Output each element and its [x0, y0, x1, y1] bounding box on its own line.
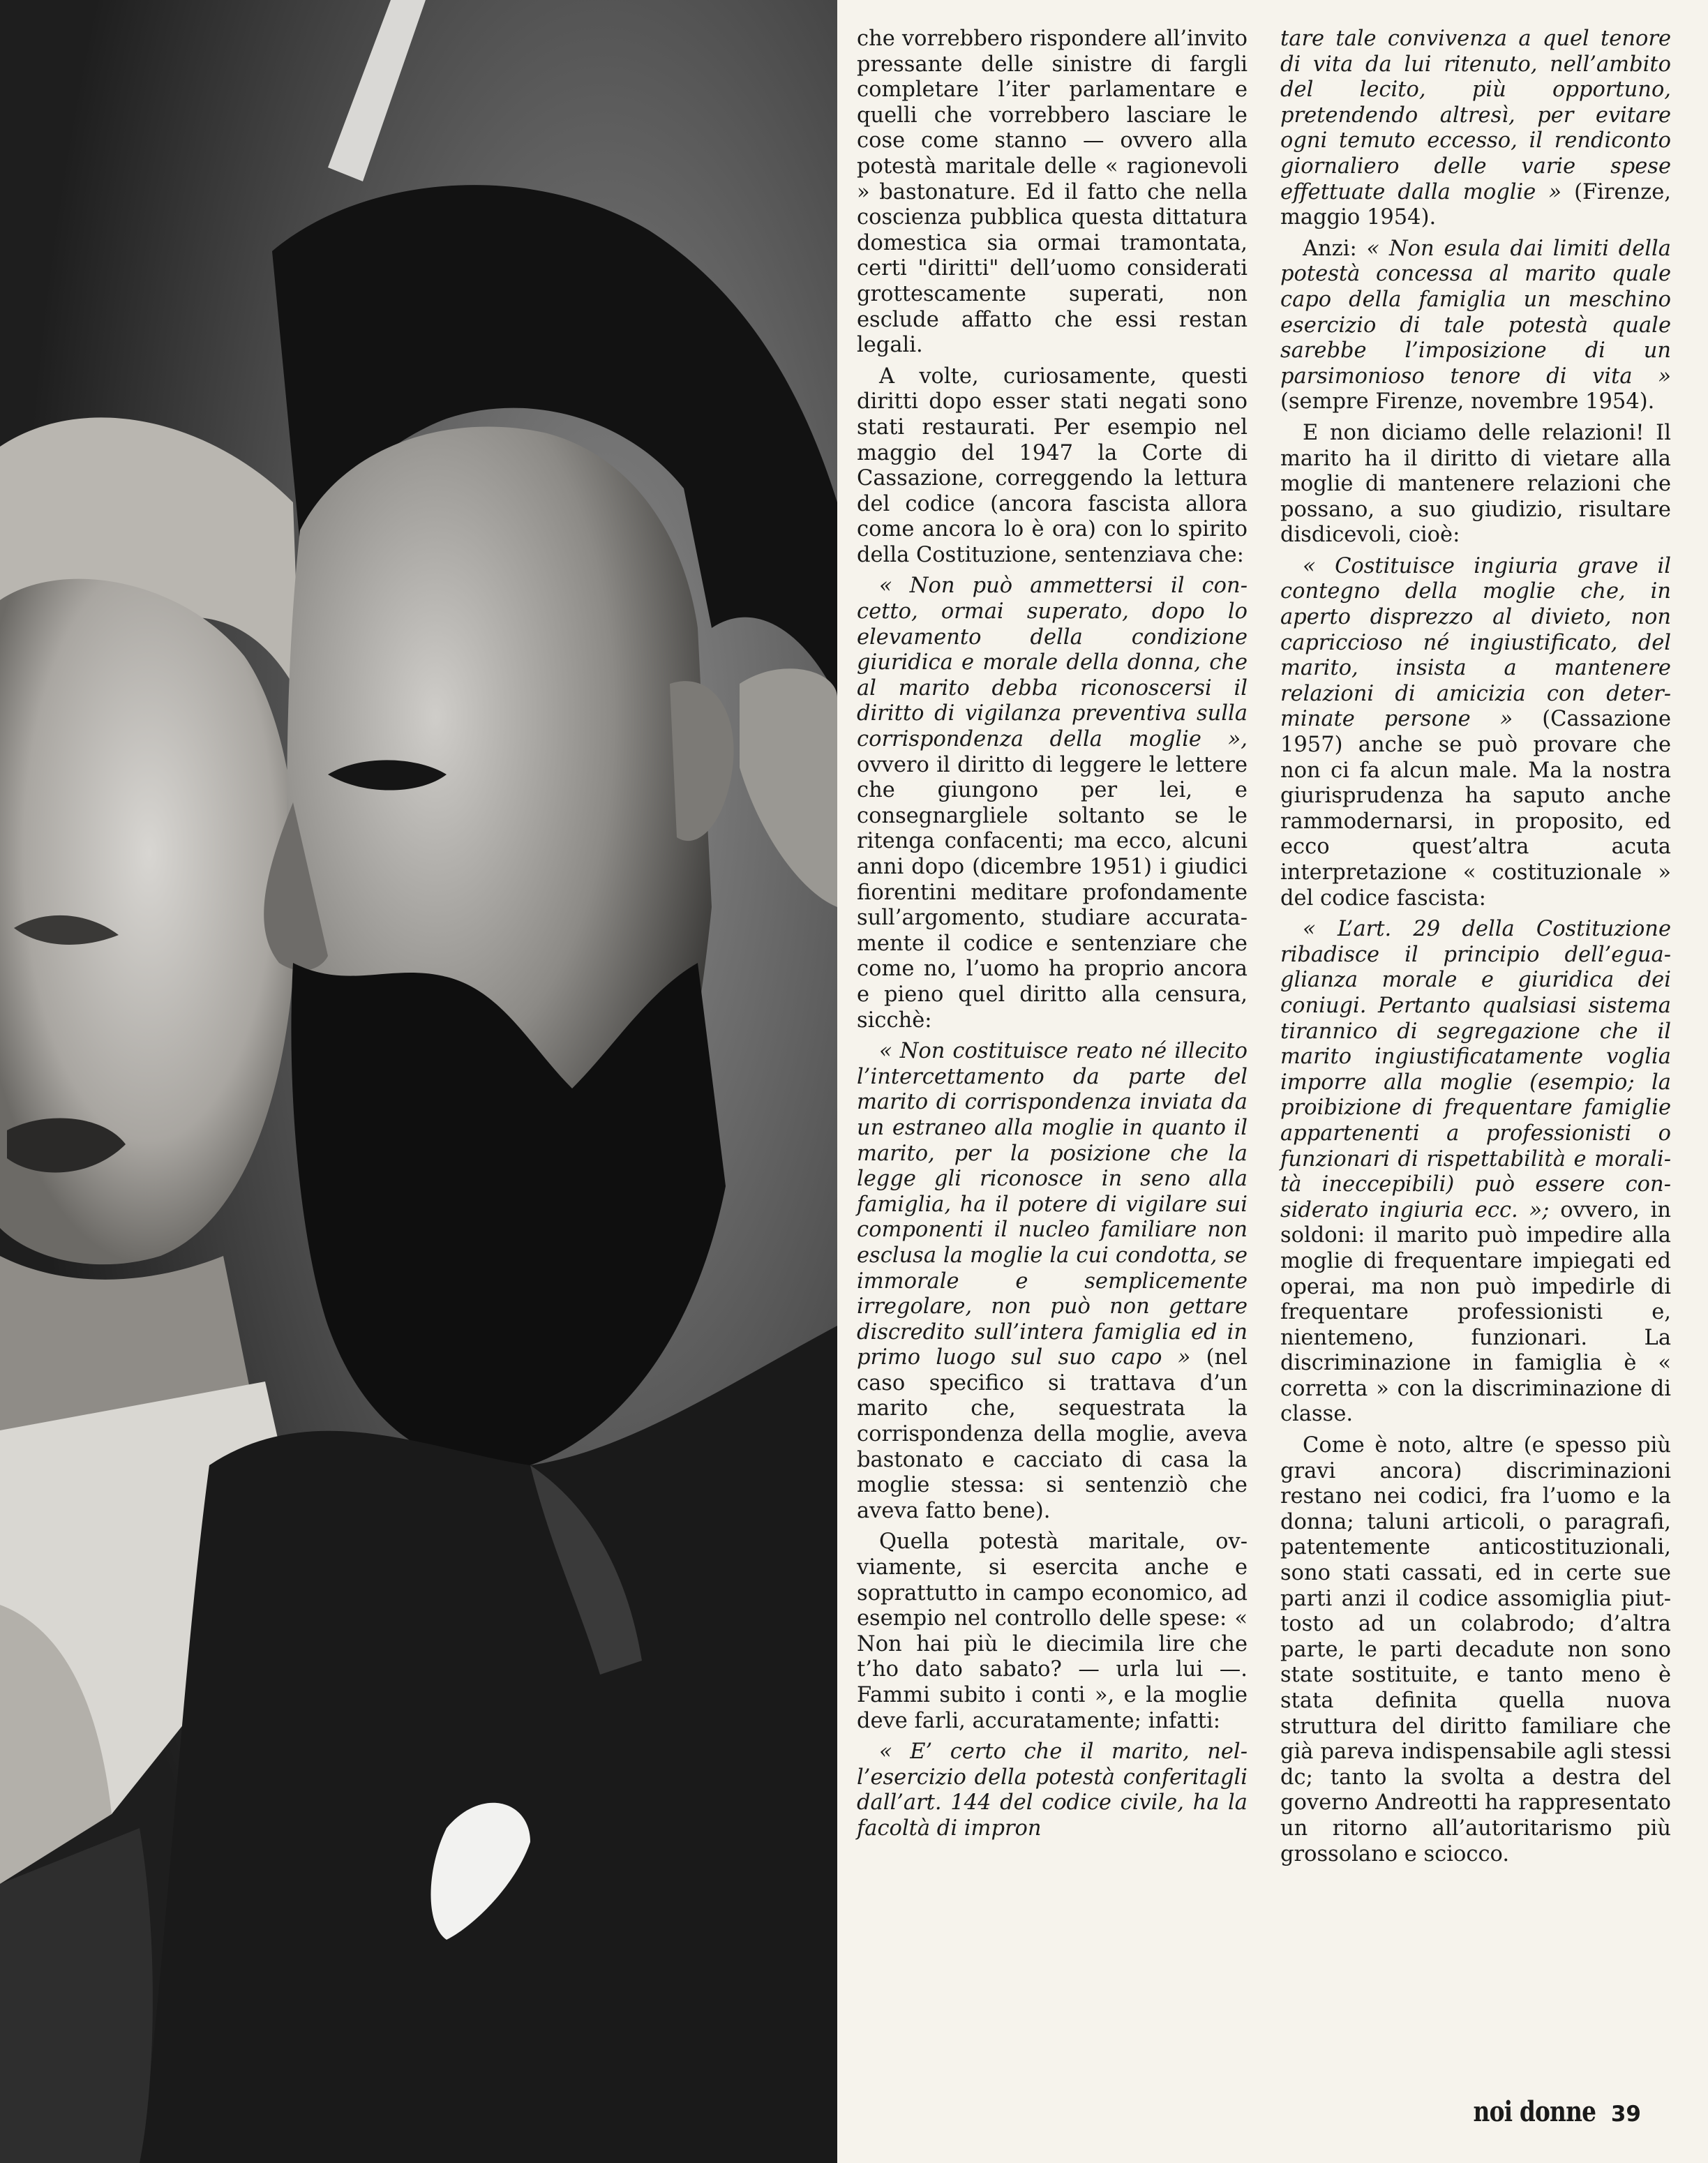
paragraph — [1280, 554, 1671, 911]
paragraph — [857, 1739, 1248, 1841]
paragraph — [857, 1529, 1248, 1734]
paragraph — [1280, 237, 1671, 415]
paragraph-text: Quella potestà maritale, ovviamente, si esercita anche e soprattutto in campo economico, ad esempio nel controllo delle spese: « Non hai più le diecimila lire che t’ho dato sabato? — urla lui —. Fammi subito i conti », e la moglie deve farli, accuratamente; infatti: — [857, 1529, 1248, 1733]
paragraph — [1280, 1433, 1671, 1867]
paragraph-text: (Firenze, maggio 1954). — [1280, 179, 1671, 230]
citation-quote: « Non esula dai limiti della potestà concessa al marito quale capo della famiglia un meschino esercizio di tale potestà quale sarebbe l’imposizione di un parsimonioso tenore di vita » — [1280, 236, 1671, 389]
text-column-right — [1280, 27, 1671, 1867]
paragraph — [857, 364, 1248, 569]
paragraph-text: ovvero, in soldoni: il marito può impedire alla moglie di frequentare impiegati ed operai, ma non può impedirle di frequentare professionisti e, nientemeno, funzionari. La discriminazione in famiglia è « corretta » con la discriminazione di classe. — [1280, 1197, 1671, 1427]
paragraph — [857, 27, 1248, 359]
paragraph-text: (nel caso specifico si trattava d’un marito che, sequestrata la corrispondenza della moglie, aveva bastonato e cacciato di casa la moglie stessa: si sentenziò che aveva fatto bene). — [857, 1345, 1248, 1523]
text-column-left — [857, 27, 1248, 1842]
photo-illustration — [0, 0, 837, 2163]
citation-quote: « Costituisce ingiuria grave il contegno della moglie che, in aperto disprezzo al divieto, non capriccioso né ingiustificato, del marito, insista a mantenere relazioni di amicizia con determinate persone » — [1280, 553, 1671, 732]
paragraph — [857, 1039, 1248, 1524]
magazine-brand: noi donne — [1473, 2095, 1596, 2128]
paragraph-text: A volte, curiosamente, questi diritti dopo esser stati negati sono stati restaurati. Per esempio nel maggio del 1947 la Corte di Cassazione, correggendo la lettura del codice (ancora fascista allora come ancora lo è ora) con lo spirito della Costituzione, sentenziava che: — [857, 364, 1248, 567]
citation-quote: « E’ certo che il marito, nell’esercizio della potestà conferitagli dall’art. 144 del codice civile, ha la facoltà di impron — [857, 1739, 1248, 1841]
photo-crowd — [0, 0, 837, 2163]
citation-quote: « L’art. 29 della Costituzione ribadisce il principio dell’eguaglianza morale e giuridica dei coniugi. Pertanto qualsiasi sistema tirannico di segregazione che il marito ingiustificatamente voglia imporre alla moglie (esempio; la proibizione di frequentare famiglie appartenenti a professionisti o funzionari di rispettabilità e moralità ineccepibili) può essere considerato ingiuria ecc. »; — [1280, 917, 1671, 1222]
paragraph-text: che vorrebbero rispondere all’invito pressante delle sinistre di fargli completare l’iter parlamentare e quelli che vorrebbero lasciare le cose come stanno — ovvero alla potestà maritale delle « ragionevoli » bastonature. Ed il fatto che nella coscienza pubblica questa dittatura domestica sia ormai tramontata, certi "diritti" dell’uomo considerati grottescamente superati, non esclude affatto che essi restan legali. — [857, 27, 1248, 358]
paragraph-text: ovvero il diritto di leggere le lettere che giungono per lei, e consegnargliele soltanto se le ritenga confacenti; ma ecco, alcuni anni dopo (dicembre 1951) i giudici fiorentini meditare profondamente sull’argomento, studiare accuratamente il codice e sentenziare che come no, l’uomo ha proprio ancora e pieno quel diritto alla censura, sicchè: — [857, 752, 1248, 1033]
paragraph-text: Come è noto, altre (e spesso più gravi ancora) discriminazioni restano nei codici, fra l’uomo e la donna; taluni articoli, o paragrafi, patentemente anticostituzionali, sono stati cassati, ed in certe sue parti anzi il codice assomiglia piuttosto ad un colabrodo; d’altra parte, le parti decadute non sono state sostituite, e tanto meno è stata definita quella nuova struttura del diritto familiare che già pareva indispensabile agli stessi dc; tanto la svolta a destra del governo Andreotti ha rappresentato un ritorno all’autoritarismo più grossolano e sciocco. — [1280, 1433, 1671, 1866]
citation-quote: tare tale convivenza a quel tenore di vita da lui ritenuto, nell’ambito del lecito, più opportuno, pretendendo altresì, per evitare ogni temuto eccesso, il rendiconto giornaliero delle varie spese effettuate dalla moglie » — [1280, 27, 1671, 204]
paragraph — [1280, 917, 1671, 1428]
page-number: 39 — [1610, 2102, 1641, 2127]
citation-quote: « Non costituisce reato né illecito l’intercettamento da parte del marito di corrispondenza inviata da un estraneo alla moglie in quanto il marito, per la posizione che la legge gli riconosce in seno alla famiglia, ha il potere di vigilare sui componenti il nucleo familiare non esclusa la moglie la cui condotta, se immorale e semplicemente irregolare, non può non gettare discredito sull’intera famiglia ed in primo luogo sul suo capo » — [857, 1039, 1248, 1370]
page-footer — [1446, 2095, 1641, 2128]
paragraph-text: (sempre Firenze, novembre 1954). — [1280, 389, 1655, 414]
citation-quote: « Non può ammettersi il concetto, ormai superato, dopo lo elevamento della condizione giuridica e morale della donna, che al marito debba riconoscersi il diritto di vigilanza preventiva sulla corrispondenza della moglie », — [857, 574, 1248, 752]
paragraph — [857, 574, 1248, 1033]
paragraph — [1280, 421, 1671, 548]
paragraph-text: (Cassazione 1957) anche se può provare che non ci fa alcun male. Ma la nostra giurisprudenza ha saputo anche rammodernarsi, in proposito, ed ecco quest’altra acuta interpretazione « costituzionale » del codice fascista: — [1280, 707, 1671, 911]
paragraph-text: E non diciamo delle relazioni! Il marito ha il diritto di vietare alla moglie di mantenere relazioni che possano, a suo giudizio, risultare disdicevoli, cioè: — [1280, 420, 1671, 548]
paragraph — [1280, 27, 1671, 231]
paragraph-text: Anzi: — [1303, 236, 1367, 261]
